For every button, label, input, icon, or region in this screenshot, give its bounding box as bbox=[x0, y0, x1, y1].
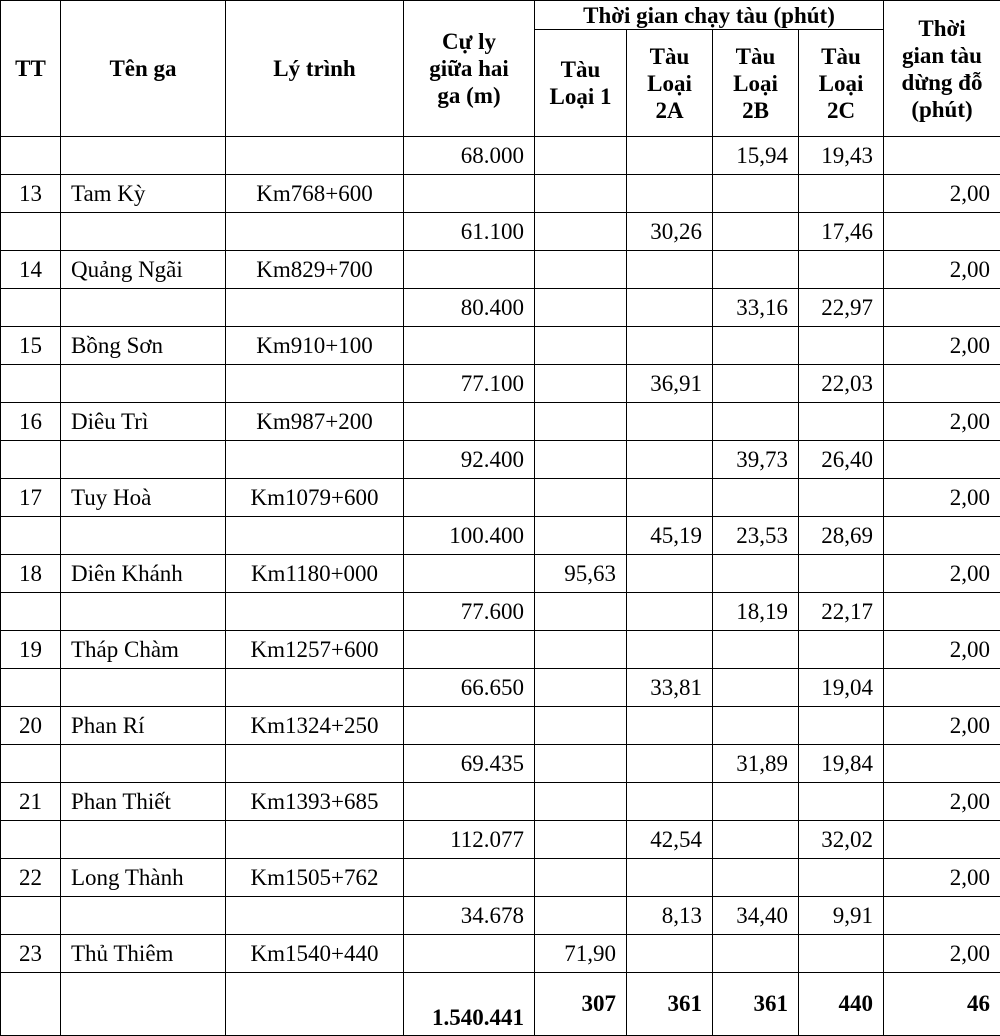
cell-loai-2c: 26,40 bbox=[799, 441, 884, 479]
cell-ten-ga bbox=[61, 441, 226, 479]
cell-loai-2a bbox=[627, 289, 713, 327]
cell-ly-trinh bbox=[226, 821, 404, 859]
cell-tt bbox=[1, 517, 61, 555]
total-cell-ten-ga bbox=[61, 973, 226, 1036]
header-loai-1: Tàu Loại 1 bbox=[535, 30, 627, 137]
cell-loai-2c bbox=[799, 479, 884, 517]
cell-loai-1 bbox=[535, 327, 627, 365]
cell-cu-ly: 92.400 bbox=[404, 441, 535, 479]
cell-loai-2a bbox=[627, 783, 713, 821]
cell-loai-1 bbox=[535, 707, 627, 745]
cell-ly-trinh: Km1540+440 bbox=[226, 935, 404, 973]
cell-ly-trinh bbox=[226, 897, 404, 935]
cell-tt: 15 bbox=[1, 327, 61, 365]
cell-loai-1 bbox=[535, 859, 627, 897]
cell-tt bbox=[1, 897, 61, 935]
cell-loai-1 bbox=[535, 479, 627, 517]
cell-loai-2a: 36,91 bbox=[627, 365, 713, 403]
cell-loai-1 bbox=[535, 175, 627, 213]
cell-loai-2b bbox=[713, 631, 799, 669]
cell-ten-ga bbox=[61, 897, 226, 935]
cell-ly-trinh bbox=[226, 517, 404, 555]
cell-thoi-gian-dung: 2,00 bbox=[884, 935, 1000, 973]
table-header bbox=[1, 1, 1000, 137]
cell-ly-trinh bbox=[226, 289, 404, 327]
cell-thoi-gian-dung: 2,00 bbox=[884, 859, 1000, 897]
cell-thoi-gian-dung: 2,00 bbox=[884, 631, 1000, 669]
cell-loai-1 bbox=[535, 365, 627, 403]
cell-loai-1 bbox=[535, 213, 627, 251]
header-loai-2c: Tàu Loại 2C bbox=[799, 30, 884, 137]
table-row bbox=[1, 669, 1000, 707]
cell-cu-ly: 77.100 bbox=[404, 365, 535, 403]
cell-ten-ga bbox=[61, 213, 226, 251]
cell-loai-2c: 22,97 bbox=[799, 289, 884, 327]
header-thoi-gian-dung: Thời gian tàu dừng đỗ (phút) bbox=[884, 1, 1000, 137]
cell-tt bbox=[1, 365, 61, 403]
total-cell-thoi-gian-dung: 46 bbox=[884, 973, 1000, 1036]
table-row bbox=[1, 175, 1000, 213]
cell-tt bbox=[1, 821, 61, 859]
table-row bbox=[1, 821, 1000, 859]
cell-thoi-gian-dung: 2,00 bbox=[884, 251, 1000, 289]
total-cell-cu-ly: 1.540.441 bbox=[404, 973, 535, 1036]
cell-loai-2c: 19,84 bbox=[799, 745, 884, 783]
cell-loai-2c: 17,46 bbox=[799, 213, 884, 251]
cell-loai-2c bbox=[799, 251, 884, 289]
cell-loai-2c: 22,03 bbox=[799, 365, 884, 403]
cell-tt bbox=[1, 441, 61, 479]
cell-ten-ga: Diêu Trì bbox=[61, 403, 226, 441]
cell-cu-ly bbox=[404, 935, 535, 973]
total-cell-ly-trinh bbox=[226, 973, 404, 1036]
cell-loai-2c bbox=[799, 935, 884, 973]
cell-loai-1 bbox=[535, 517, 627, 555]
table-row bbox=[1, 213, 1000, 251]
cell-ten-ga: Phan Rí bbox=[61, 707, 226, 745]
cell-loai-2c bbox=[799, 859, 884, 897]
cell-ly-trinh bbox=[226, 669, 404, 707]
cell-loai-2b: 15,94 bbox=[713, 137, 799, 175]
cell-loai-1: 95,63 bbox=[535, 555, 627, 593]
cell-ten-ga: Thủ Thiêm bbox=[61, 935, 226, 973]
cell-ten-ga bbox=[61, 821, 226, 859]
cell-thoi-gian-dung bbox=[884, 441, 1000, 479]
cell-loai-2a bbox=[627, 555, 713, 593]
cell-loai-1 bbox=[535, 441, 627, 479]
cell-tt bbox=[1, 213, 61, 251]
table-row bbox=[1, 327, 1000, 365]
table-row bbox=[1, 897, 1000, 935]
table-row bbox=[1, 745, 1000, 783]
cell-tt: 18 bbox=[1, 555, 61, 593]
cell-loai-2a bbox=[627, 327, 713, 365]
cell-loai-2c: 28,69 bbox=[799, 517, 884, 555]
table-row bbox=[1, 783, 1000, 821]
cell-loai-2b bbox=[713, 365, 799, 403]
cell-loai-2a bbox=[627, 251, 713, 289]
table-row bbox=[1, 935, 1000, 973]
cell-ten-ga bbox=[61, 289, 226, 327]
cell-ly-trinh bbox=[226, 213, 404, 251]
cell-tt bbox=[1, 669, 61, 707]
cell-loai-2a: 33,81 bbox=[627, 669, 713, 707]
cell-ten-ga bbox=[61, 365, 226, 403]
cell-loai-2b: 39,73 bbox=[713, 441, 799, 479]
total-row bbox=[1, 973, 1000, 1036]
cell-loai-2a: 45,19 bbox=[627, 517, 713, 555]
cell-loai-2a bbox=[627, 593, 713, 631]
cell-loai-2c: 19,43 bbox=[799, 137, 884, 175]
cell-loai-1 bbox=[535, 137, 627, 175]
cell-thoi-gian-dung: 2,00 bbox=[884, 555, 1000, 593]
cell-loai-2a bbox=[627, 935, 713, 973]
cell-loai-2c: 9,91 bbox=[799, 897, 884, 935]
cell-tt bbox=[1, 289, 61, 327]
table-body bbox=[1, 137, 1000, 1036]
cell-thoi-gian-dung bbox=[884, 213, 1000, 251]
cell-thoi-gian-dung bbox=[884, 897, 1000, 935]
cell-loai-1 bbox=[535, 593, 627, 631]
cell-loai-2b bbox=[713, 555, 799, 593]
cell-cu-ly bbox=[404, 783, 535, 821]
cell-loai-2c bbox=[799, 327, 884, 365]
table-row bbox=[1, 859, 1000, 897]
header-ly-trinh: Lý trình bbox=[226, 1, 404, 137]
table-row bbox=[1, 289, 1000, 327]
header-ten-ga: Tên ga bbox=[61, 1, 226, 137]
cell-loai-2c bbox=[799, 555, 884, 593]
cell-ly-trinh: Km1180+000 bbox=[226, 555, 404, 593]
cell-tt: 14 bbox=[1, 251, 61, 289]
cell-ten-ga: Tháp Chàm bbox=[61, 631, 226, 669]
cell-ten-ga bbox=[61, 517, 226, 555]
cell-ten-ga: Tam Kỳ bbox=[61, 175, 226, 213]
cell-loai-2b: 34,40 bbox=[713, 897, 799, 935]
cell-tt: 21 bbox=[1, 783, 61, 821]
cell-ly-trinh: Km829+700 bbox=[226, 251, 404, 289]
cell-ten-ga: Diên Khánh bbox=[61, 555, 226, 593]
cell-loai-1 bbox=[535, 821, 627, 859]
cell-ten-ga bbox=[61, 669, 226, 707]
cell-loai-2b bbox=[713, 859, 799, 897]
cell-thoi-gian-dung bbox=[884, 517, 1000, 555]
cell-tt: 22 bbox=[1, 859, 61, 897]
cell-thoi-gian-dung bbox=[884, 669, 1000, 707]
cell-tt: 19 bbox=[1, 631, 61, 669]
cell-loai-2b bbox=[713, 935, 799, 973]
cell-cu-ly bbox=[404, 403, 535, 441]
cell-ten-ga bbox=[61, 745, 226, 783]
cell-loai-2a bbox=[627, 631, 713, 669]
cell-loai-1: 71,90 bbox=[535, 935, 627, 973]
cell-thoi-gian-dung bbox=[884, 365, 1000, 403]
table-row bbox=[1, 555, 1000, 593]
cell-cu-ly: 34.678 bbox=[404, 897, 535, 935]
cell-thoi-gian-dung: 2,00 bbox=[884, 707, 1000, 745]
cell-loai-2c bbox=[799, 783, 884, 821]
cell-thoi-gian-dung bbox=[884, 821, 1000, 859]
table-row bbox=[1, 403, 1000, 441]
cell-loai-1 bbox=[535, 631, 627, 669]
cell-loai-2b bbox=[713, 669, 799, 707]
table-row bbox=[1, 441, 1000, 479]
total-cell-loai-2c: 440 bbox=[799, 973, 884, 1036]
cell-loai-2b bbox=[713, 707, 799, 745]
total-cell-loai-2a: 361 bbox=[627, 973, 713, 1036]
header-cu-ly: Cự ly giữa hai ga (m) bbox=[404, 1, 535, 137]
cell-loai-2b bbox=[713, 213, 799, 251]
cell-loai-2b bbox=[713, 479, 799, 517]
cell-ly-trinh: Km1257+600 bbox=[226, 631, 404, 669]
cell-loai-2b: 23,53 bbox=[713, 517, 799, 555]
cell-loai-1 bbox=[535, 289, 627, 327]
cell-ly-trinh: Km768+600 bbox=[226, 175, 404, 213]
cell-cu-ly bbox=[404, 555, 535, 593]
cell-tt: 20 bbox=[1, 707, 61, 745]
cell-cu-ly bbox=[404, 327, 535, 365]
table-row bbox=[1, 631, 1000, 669]
cell-loai-2b bbox=[713, 251, 799, 289]
cell-loai-2b bbox=[713, 327, 799, 365]
cell-cu-ly: 66.650 bbox=[404, 669, 535, 707]
cell-loai-2a bbox=[627, 707, 713, 745]
cell-ly-trinh: Km1324+250 bbox=[226, 707, 404, 745]
cell-loai-1 bbox=[535, 403, 627, 441]
table-row bbox=[1, 137, 1000, 175]
cell-ten-ga bbox=[61, 137, 226, 175]
cell-cu-ly: 68.000 bbox=[404, 137, 535, 175]
cell-ly-trinh: Km1505+762 bbox=[226, 859, 404, 897]
cell-loai-2a bbox=[627, 859, 713, 897]
cell-loai-2a bbox=[627, 479, 713, 517]
table-row bbox=[1, 707, 1000, 745]
cell-loai-2c bbox=[799, 631, 884, 669]
cell-thoi-gian-dung: 2,00 bbox=[884, 783, 1000, 821]
header-tt: TT bbox=[1, 1, 61, 137]
cell-ly-trinh: Km1079+600 bbox=[226, 479, 404, 517]
cell-ly-trinh bbox=[226, 137, 404, 175]
cell-loai-1 bbox=[535, 669, 627, 707]
cell-ten-ga bbox=[61, 593, 226, 631]
cell-thoi-gian-dung: 2,00 bbox=[884, 175, 1000, 213]
cell-loai-1 bbox=[535, 745, 627, 783]
cell-loai-2a bbox=[627, 403, 713, 441]
cell-loai-1 bbox=[535, 783, 627, 821]
cell-cu-ly bbox=[404, 479, 535, 517]
total-cell-loai-2b: 361 bbox=[713, 973, 799, 1036]
cell-thoi-gian-dung bbox=[884, 593, 1000, 631]
cell-loai-2a bbox=[627, 745, 713, 783]
cell-thoi-gian-dung bbox=[884, 745, 1000, 783]
cell-thoi-gian-dung: 2,00 bbox=[884, 403, 1000, 441]
cell-ly-trinh: Km987+200 bbox=[226, 403, 404, 441]
cell-loai-2c bbox=[799, 403, 884, 441]
cell-cu-ly bbox=[404, 175, 535, 213]
cell-loai-2a bbox=[627, 441, 713, 479]
cell-tt bbox=[1, 593, 61, 631]
table-row bbox=[1, 365, 1000, 403]
cell-thoi-gian-dung: 2,00 bbox=[884, 479, 1000, 517]
cell-ten-ga: Bồng Sơn bbox=[61, 327, 226, 365]
cell-loai-2c: 19,04 bbox=[799, 669, 884, 707]
cell-thoi-gian-dung bbox=[884, 137, 1000, 175]
total-cell-tt bbox=[1, 973, 61, 1036]
cell-ten-ga: Tuy Hoà bbox=[61, 479, 226, 517]
cell-tt: 13 bbox=[1, 175, 61, 213]
cell-ten-ga: Quảng Ngãi bbox=[61, 251, 226, 289]
cell-cu-ly: 112.077 bbox=[404, 821, 535, 859]
cell-thoi-gian-dung bbox=[884, 289, 1000, 327]
total-cell-loai-1: 307 bbox=[535, 973, 627, 1036]
header-loai-2a: Tàu Loại 2A bbox=[627, 30, 713, 137]
cell-cu-ly bbox=[404, 859, 535, 897]
cell-loai-2c: 32,02 bbox=[799, 821, 884, 859]
cell-ly-trinh bbox=[226, 365, 404, 403]
cell-tt bbox=[1, 137, 61, 175]
cell-loai-2a bbox=[627, 175, 713, 213]
cell-loai-1 bbox=[535, 897, 627, 935]
cell-ly-trinh bbox=[226, 745, 404, 783]
cell-cu-ly: 80.400 bbox=[404, 289, 535, 327]
cell-loai-2c bbox=[799, 707, 884, 745]
cell-cu-ly: 100.400 bbox=[404, 517, 535, 555]
cell-loai-2b bbox=[713, 175, 799, 213]
cell-loai-2b bbox=[713, 783, 799, 821]
cell-cu-ly bbox=[404, 631, 535, 669]
cell-loai-1 bbox=[535, 251, 627, 289]
cell-tt: 16 bbox=[1, 403, 61, 441]
cell-loai-2b bbox=[713, 403, 799, 441]
cell-loai-2b bbox=[713, 821, 799, 859]
cell-loai-2c bbox=[799, 175, 884, 213]
header-loai-2b: Tàu Loại 2B bbox=[713, 30, 799, 137]
cell-loai-2a: 30,26 bbox=[627, 213, 713, 251]
cell-loai-2a: 8,13 bbox=[627, 897, 713, 935]
cell-ten-ga: Long Thành bbox=[61, 859, 226, 897]
cell-ly-trinh: Km1393+685 bbox=[226, 783, 404, 821]
cell-loai-2b: 31,89 bbox=[713, 745, 799, 783]
cell-loai-2b: 18,19 bbox=[713, 593, 799, 631]
table-row bbox=[1, 479, 1000, 517]
cell-thoi-gian-dung: 2,00 bbox=[884, 327, 1000, 365]
table-row bbox=[1, 517, 1000, 555]
cell-loai-2c: 22,17 bbox=[799, 593, 884, 631]
cell-loai-2a: 42,54 bbox=[627, 821, 713, 859]
table-row bbox=[1, 593, 1000, 631]
cell-loai-2b: 33,16 bbox=[713, 289, 799, 327]
cell-ly-trinh: Km910+100 bbox=[226, 327, 404, 365]
cell-tt: 17 bbox=[1, 479, 61, 517]
cell-cu-ly: 77.600 bbox=[404, 593, 535, 631]
cell-loai-2a bbox=[627, 137, 713, 175]
cell-tt bbox=[1, 745, 61, 783]
cell-cu-ly bbox=[404, 707, 535, 745]
cell-tt: 23 bbox=[1, 935, 61, 973]
table-row bbox=[1, 251, 1000, 289]
header-thoi-gian-chay: Thời gian chạy tàu (phút) bbox=[535, 1, 884, 30]
cell-cu-ly: 69.435 bbox=[404, 745, 535, 783]
cell-cu-ly: 61.100 bbox=[404, 213, 535, 251]
cell-ten-ga: Phan Thiết bbox=[61, 783, 226, 821]
cell-cu-ly bbox=[404, 251, 535, 289]
cell-ly-trinh bbox=[226, 441, 404, 479]
cell-ly-trinh bbox=[226, 593, 404, 631]
